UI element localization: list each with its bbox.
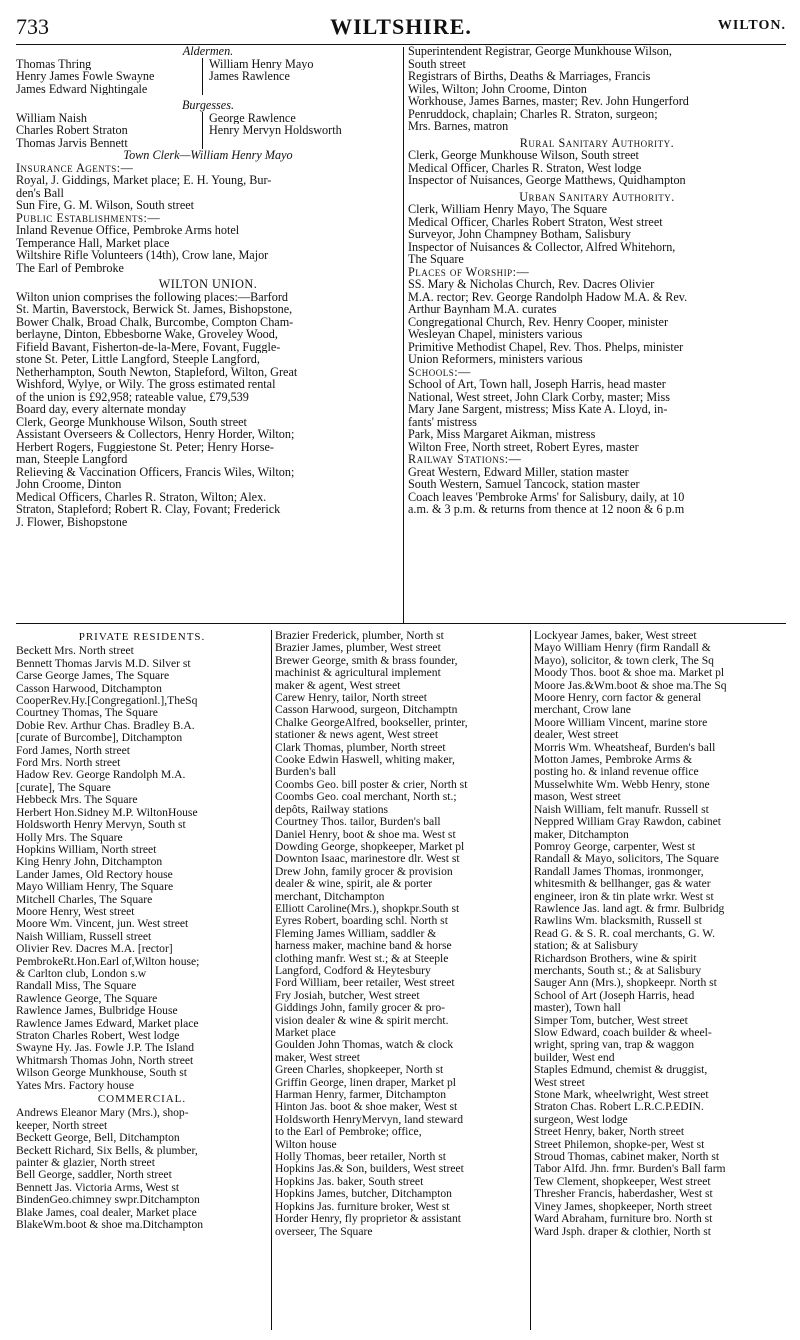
resident-entry: Yates Mrs. Factory house <box>16 1079 134 1092</box>
resident-entry: King Henry John, Ditchampton <box>16 856 163 869</box>
commercial-entry: Naish William, felt manufr. Russell st <box>534 803 709 816</box>
commercial-entry: Giddings John, family grocer & pro- <box>275 1002 446 1015</box>
resident-entry: Hebbeck Mrs. The Square <box>16 794 138 807</box>
commercial-entry: Musselwhite Wm. Webb Henry, stone <box>534 778 710 791</box>
commercial-entry: Daniel Henry, boot & shoe ma. West st <box>275 828 456 841</box>
public-entry: Wiltshire Rifle Volunteers (14th), Crow lane, Major <box>16 249 269 262</box>
resident-entry: Carse George James, The Square <box>16 670 170 683</box>
resident-entry: Casson Harwood, Ditchampton <box>16 682 162 695</box>
urban-entry: Surveyor, John Champney Botham, Salisbury <box>408 228 631 241</box>
burgess-row <box>16 112 400 125</box>
union-entry: Straton, Stapleford; Robert R. Clay, Fovant; Frederick <box>16 503 281 516</box>
resident-entry: & Carlton club, London s.w <box>16 967 147 980</box>
burgess-name: George Rawlence <box>202 112 296 125</box>
worship-entry: M.A. rector; Rev. George Randolph Hadow M.A. & Rev. <box>408 290 688 303</box>
resident-entry: Rawlence James Edward, Market place <box>16 1017 199 1030</box>
school-entry: Park, Miss Margaret Aikman, mistress <box>408 428 596 441</box>
directory-page <box>16 14 786 1330</box>
alderman-row <box>16 83 400 96</box>
commercial-entry: whitesmith & bellhanger, gas & water <box>534 878 711 891</box>
official-section <box>16 45 786 624</box>
county-title: WILTSHIRE. <box>330 14 472 39</box>
registrar-entry: Workhouse, James Barnes, master; Rev. John Hungerford <box>408 95 689 108</box>
worship-entry: Congregational Church, Rev. Henry Cooper, minister <box>408 315 669 328</box>
commercial-entry: Randall James Thomas, ironmonger, <box>534 865 704 878</box>
registrar-entry: Registrars of Births, Deaths & Marriages, Francis <box>408 70 651 83</box>
commercial-entry: master), Town hall <box>534 1002 621 1015</box>
commercial-entry: BindenGeo.chimney swpr.Ditchampton <box>16 1194 200 1207</box>
union-entry: Board day, every alternate monday <box>16 403 187 416</box>
commercial-entry: Beckett George, Bell, Ditchampton <box>16 1132 180 1145</box>
commercial-entry: mason, West street <box>534 791 621 804</box>
commercial-entry: machinist & agricultural implement <box>275 667 441 680</box>
aldermen-heading: Aldermen. <box>182 45 234 58</box>
commercial-entry: Dowding George, shopkeeper, Market pl <box>275 840 465 853</box>
union-entry: berlayne, Dinton, Ebbesborne Wake, Groveley Wood, <box>16 328 278 341</box>
burgess-name: William Naish <box>16 111 87 124</box>
officials-left-column <box>16 45 400 623</box>
commercial-entry: Moody Thos. boot & shoe ma. Market pl <box>534 667 725 680</box>
burgess-name: Charles Robert Straton <box>16 124 128 137</box>
registrar-entry: Superintendent Registrar, George Munkhouse Wilson, <box>408 45 672 58</box>
alderman-name: Thomas Thring <box>16 57 92 70</box>
worship-entry: Primitive Methodist Chapel, Rev. Thos. Phelps, minister <box>408 340 684 353</box>
resident-entry: Moore Wm. Vincent, jun. West street <box>16 918 189 931</box>
resident-entry: [curate], The Square <box>16 781 111 794</box>
commercial-entry: vision dealer & wine & spirit mercht. <box>275 1014 449 1027</box>
union-entry: of the union is £92,958; rateable value, £79,539 <box>16 390 249 403</box>
school-entry: Mary Jane Sargent, mistress; Miss Kate A. Lloyd, in- <box>408 403 668 416</box>
railway-entry: Coach leaves 'Pembroke Arms' for Salisbury, daily, at 10 <box>408 490 685 503</box>
commercial-entry: Chalke GeorgeAlfred, bookseller, printer, <box>275 716 468 729</box>
commercial-entry: Holdsworth HenryMervyn, land steward <box>275 1113 464 1126</box>
alderman-name: James Rawlence <box>202 70 290 83</box>
resident-entry: Hopkins William, North street <box>16 843 157 856</box>
commercial-entry: Drew John, family grocer & provision <box>275 865 453 878</box>
commercial-entry: Courtney Thos. tailor, Burden's ball <box>275 816 441 829</box>
commercial-entry: Elliott Caroline(Mrs.), shopkpr.South st <box>275 902 460 915</box>
alderman-name: William Henry Mayo <box>202 58 313 71</box>
union-entry: Wilton union comprises the following places:—Barford <box>16 290 288 303</box>
commercial-entry: Richardson Brothers, wine & spirit <box>534 952 697 965</box>
commercial-entry: Blake James, coal dealer, Market place <box>16 1206 197 1219</box>
registrar-entry: South street <box>408 57 466 70</box>
school-entry: National, West street, John Clark Corby, master; Miss <box>408 390 671 403</box>
commercial-entry: Street Henry, baker, North street <box>534 1126 685 1139</box>
urban-entry: The Square <box>408 253 464 266</box>
commercial-entry: Ward Abraham, furniture bro. North st <box>534 1213 713 1226</box>
resident-entry: Herbert Hon.Sidney M.P. WiltonHouse <box>16 806 198 819</box>
commercial-entry: West street <box>534 1076 585 1089</box>
resident-entry: Wilson George Munkhouse, South st <box>16 1067 187 1080</box>
officials-right-column <box>408 45 786 623</box>
commercial-entry: Street Philemon, shopke-per, West st <box>534 1138 705 1151</box>
commercial-entry: Rawlence Jas. land agt. & frmr. Bulbridg <box>534 902 725 915</box>
commercial-entry: Fleming James William, saddler & <box>275 927 437 940</box>
railway-entry: a.m. & 3 p.m. & returns from thence at 12 noon & 6 p.m <box>408 503 685 516</box>
commercial-entry: Mayo), solicitor, & town clerk, The Sq <box>534 654 714 667</box>
insurance-entry: den's Ball <box>16 186 64 199</box>
commercial-entry: Ford William, beer retailer, West street <box>275 977 455 990</box>
insurance-heading: Insurance Agents:— <box>16 161 134 174</box>
commercial-entry: Mayo William Henry (firm Randall & <box>534 642 711 655</box>
commercial-entry: Green Charles, shopkeeper, North st <box>275 1064 444 1077</box>
commercial-entry: Moore Jas.&Wm.boot & shoe ma.The Sq <box>534 679 727 692</box>
resident-entry: Dobie Rev. Arthur Chas. Bradley B.A. <box>16 719 195 732</box>
commercial-entry: builder, West end <box>534 1051 615 1064</box>
resident-entry: [curate of Burcombe], Ditchampton <box>16 732 183 745</box>
resident-entry: Randall Miss, The Square <box>16 980 137 993</box>
schools-heading: Schools:— <box>408 365 471 378</box>
worship-entry: SS. Mary & Nicholas Church, Rev. Dacres Olivier <box>408 278 655 291</box>
commercial-entry: Bell George, saddler, North street <box>16 1169 172 1182</box>
railway-entry: Great Western, Edward Miller, station master <box>408 465 629 478</box>
resident-entry: Beckett Mrs. North street <box>16 645 134 658</box>
resident-entry: Olivier Rev. Dacres M.A. [rector] <box>16 943 173 956</box>
resident-entry: Rawlence James, Bulbridge House <box>16 1005 178 1018</box>
commercial-entry: Andrews Eleanor Mary (Mrs.), shop- <box>16 1107 189 1120</box>
commercial-entry: posting ho. & inland revenue office <box>534 766 699 779</box>
insurance-entry: Sun Fire, G. M. Wilson, South street <box>16 199 195 212</box>
worship-entry: Arthur Baynham M.A. curates <box>408 303 557 316</box>
burgess-name: Thomas Jarvis Bennett <box>16 136 128 149</box>
union-entry: Bower Chalk, Broad Chalk, Burcombe, Compton Cham- <box>16 315 294 328</box>
union-entry: Herbert Rogers, Fuggiestone St. Peter; Henry Horse- <box>16 440 274 453</box>
commercial-entry: Tabor Alfd. Jhn. frmr. Burden's Ball farm <box>534 1163 726 1176</box>
commercial-entry: Thresher Francis, haberdasher, West st <box>534 1188 713 1201</box>
school-entry: Wilton Free, North street, Robert Eyres, master <box>408 440 639 453</box>
registrar-entry: Wiles, Wilton; John Croome, Dinton <box>408 82 587 95</box>
commercial-entry: Burden's ball <box>275 766 337 779</box>
commercial-entry: School of Art (Joseph Harris, head <box>534 989 695 1002</box>
union-entry: J. Flower, Bishopstone <box>16 515 128 528</box>
commercial-entry: Beckett Richard, Six Bells, & plumber, <box>16 1144 198 1157</box>
commercial-entry: to the Earl of Pembroke; office, <box>275 1126 422 1139</box>
urban-heading: Urban Sanitary Authority. <box>519 189 675 204</box>
commercial-entry: Harman Henry, farmer, Ditchampton <box>275 1089 447 1102</box>
resident-entry: Moore Henry, West street <box>16 905 135 918</box>
commercial-entry: Market place <box>275 1027 336 1039</box>
commercial-entry: Motton James, Pembroke Arms & <box>534 754 693 767</box>
commercial-entry: maker, West street <box>275 1051 360 1064</box>
commercial-entry: Lockyear James, baker, West street <box>534 630 697 642</box>
resident-entry: Mayo William Henry, The Square <box>16 881 174 894</box>
commercial-entry: Cooke Edwin Haswell, whiting maker, <box>275 754 455 767</box>
commercial-entry: maker, Ditchampton <box>534 828 629 841</box>
residents-section <box>16 630 786 1330</box>
insurance-entry: Royal, J. Giddings, Market place; E. H. Young, Bur- <box>16 174 272 187</box>
commercial-entry: Ward Jsph. draper & clothier, North st <box>534 1225 711 1238</box>
commercial-entry: Simper Tom, butcher, West street <box>534 1014 688 1027</box>
commercial-entry: keeper, North street <box>16 1119 108 1132</box>
commercial-entry: Wilton house <box>275 1138 337 1151</box>
commercial-entry: Coombs Geo. coal merchant, North st.; <box>275 791 457 804</box>
resident-entry: Ford Mrs. North street <box>16 757 121 770</box>
commercial-entry: station; & at Salisbury <box>534 940 639 953</box>
commercial-entry: Pomroy George, carpenter, West st <box>534 840 696 853</box>
commercial-entry: Griffin George, linen draper, Market pl <box>275 1076 457 1089</box>
urban-entry: Medical Officer, Charles Robert Straton, West street <box>408 215 663 228</box>
worship-entry: Wesleyan Chapel, ministers various <box>408 328 583 341</box>
resident-entry: Swayne Hy. Jas. Fowle J.P. The Island <box>16 1042 195 1055</box>
commercial-entry: Langford, Codford & Heytesbury <box>275 964 431 977</box>
union-entry: stone St. Peter, Little Langford, Steeple Langford, <box>16 353 260 366</box>
commercial-entry: depôts, Railway stations <box>275 803 389 816</box>
urban-entry: Inspector of Nuisances & Collector, Alfred Whitehorn, <box>408 240 676 253</box>
resident-entry: PembrokeRt.Hon.Earl of,Wilton house; <box>16 955 200 968</box>
commercial-entry: surgeon, West lodge <box>534 1113 628 1126</box>
residents-column-1 <box>16 630 268 1330</box>
commercial-entry: Hopkins Jas.& Son, builders, West street <box>275 1163 464 1176</box>
resident-entry: Rawlence George, The Square <box>16 992 158 1005</box>
commercial-entry: BlakeWm.boot & shoe ma.Ditchampton <box>16 1219 204 1232</box>
resident-entry: Ford James, North street <box>16 744 130 757</box>
resident-entry: Naish William, Russell street <box>16 930 152 943</box>
school-entry: fants' mistress <box>408 415 477 428</box>
resident-entry: Lander James, Old Rectory house <box>16 868 173 881</box>
commercial-entry: Brewer George, smith & brass founder, <box>275 654 458 667</box>
commercial-entry: Fry Josiah, butcher, West street <box>275 989 420 1002</box>
commercial-entry: Hinton Jas. boot & shoe maker, West st <box>275 1101 458 1114</box>
registrar-entry: Mrs. Barnes, matron <box>408 120 509 133</box>
page-header <box>16 14 786 45</box>
commercial-entry: Stone Mark, wheelwright, West street <box>534 1089 709 1102</box>
commercial-entry: Bennett Jas. Victoria Arms, West st <box>16 1181 180 1194</box>
town-clerk: Town Clerk—William Henry Mayo <box>123 148 293 162</box>
railway-heading: Railway Stations:— <box>408 453 522 466</box>
column-divider <box>271 630 272 1330</box>
resident-entry: CooperRev.Hy.[Congregationl.],TheSq <box>16 695 198 708</box>
private-residents-heading: PRIVATE RESIDENTS. <box>78 631 206 643</box>
union-entry: Clerk, George Munkhouse Wilson, South street <box>16 415 247 428</box>
public-entry: Temperance Hall, Market place <box>16 236 170 249</box>
union-entry: Wishford, Wylye, or Wily. The gross estimated rental <box>16 378 276 391</box>
school-entry: School of Art, Town hall, Joseph Harris, head master <box>408 378 666 391</box>
commercial-entry: Hopkins Jas. baker, South street <box>275 1175 424 1188</box>
alderman-name: Henry James Fowle Swayne <box>16 70 155 83</box>
commercial-entry: merchant, Crow lane <box>534 704 631 717</box>
commercial-entry: Randall & Mayo, solicitors, The Square <box>534 853 719 866</box>
rural-entry: Medical Officer, Charles R. Straton, West lodge <box>408 161 642 174</box>
resident-entry: Hadow Rev. George Randolph M.A. <box>16 769 186 782</box>
commercial-entry: Read G. & S. R. coal merchants, G. W. <box>534 927 715 940</box>
union-entry: man, Steeple Langford <box>16 453 128 466</box>
commercial-entry: Morris Wm. Wheatsheaf, Burden's ball <box>534 741 716 754</box>
commercial-entry: Brazier James, plumber, West street <box>275 642 441 655</box>
residents-column-3 <box>534 630 786 1330</box>
railway-entry: South Western, Samuel Tancock, station master <box>408 478 640 491</box>
burgess-name: Henry Mervyn Holdsworth <box>202 124 342 137</box>
commercial-entry: Hopkins James, butcher, Ditchampton <box>275 1188 452 1201</box>
commercial-entry: wright, spring van, trap & waggon <box>534 1039 695 1052</box>
rural-heading: Rural Sanitary Authority. <box>519 135 675 150</box>
commercial-entry: Moore William Vincent, marine store <box>534 716 708 729</box>
alderman-row <box>16 58 400 71</box>
commercial-entry: Downton Isaac, marinestore dlr. West st <box>275 853 460 866</box>
worship-entry: Union Reformers, ministers various <box>408 353 583 366</box>
commercial-entry: Brazier Frederick, plumber, North st <box>275 630 444 642</box>
page-number: 733 <box>16 14 49 39</box>
commercial-entry: Horder Henry, fly proprietor & assistant <box>275 1213 461 1226</box>
commercial-entry: dealer, West street <box>534 729 619 742</box>
commercial-entry: merchants, South st.; & at Salisbury <box>534 964 702 977</box>
union-heading: WILTON UNION. <box>158 277 258 291</box>
union-entry: Relieving & Vaccination Officers, Francis Wiles, Wilton; <box>16 465 295 478</box>
rural-entry: Inspector of Nuisances, George Matthews, Quidhampton <box>408 174 686 187</box>
worship-heading: Places of Worship:— <box>408 265 530 278</box>
commercial-entry: Clark Thomas, plumber, North street <box>275 741 446 754</box>
public-entry: The Earl of Pembroke <box>16 261 124 274</box>
commercial-entry: Casson Harwood, surgeon, Ditchamptn <box>275 704 458 717</box>
commercial-entry: Viney James, shopkeeper, North street <box>534 1200 712 1213</box>
commercial-entry: merchant, Ditchampton <box>275 890 385 903</box>
column-divider <box>530 630 531 1330</box>
union-entry: St. Martin, Baverstock, Berwick St. James, Bishopstone, <box>16 303 293 316</box>
commercial-entry: Slow Edward, coach builder & wheel- <box>534 1027 712 1039</box>
commercial-entry: Carew Henry, tailor, North street <box>275 692 428 705</box>
resident-entry: Bennett Thomas Jarvis M.D. Silver st <box>16 657 191 670</box>
union-entry: Assistant Overseers & Collectors, Henry Horder, Wilton; <box>16 428 295 441</box>
commercial-entry: stationer & news agent, West street <box>275 729 439 742</box>
union-entry: Medical Officers, Charles R. Straton, Wilton; Alex. <box>16 490 267 503</box>
commercial-entry: Stroud Thomas, cabinet maker, North st <box>534 1151 720 1164</box>
alderman-name <box>202 83 209 96</box>
commercial-entry: Sauger Ann (Mrs.), shopkeepr. North st <box>534 977 717 990</box>
commercial-entry: Straton Chas. Robert L.R.C.P.EDIN. <box>534 1101 704 1114</box>
commercial-entry: maker & agent, West street <box>275 679 401 692</box>
registrar-entry: Penruddock, chaplain; Charles R. Straton, surgeon; <box>408 107 658 120</box>
resident-entry: Mitchell Charles, The Square <box>16 893 153 906</box>
commercial-entry: Neppred William Gray Rawdon, cabinet <box>534 816 722 829</box>
resident-entry: Straton Charles Robert, West lodge <box>16 1030 180 1042</box>
commercial-entry: Rawlins Wm. blacksmith, Russell st <box>534 915 702 928</box>
burgesses-heading: Burgesses. <box>181 98 235 112</box>
resident-entry: Whitmarsh Thomas John, North street <box>16 1054 194 1067</box>
commercial-entry: Staples Edmund, chemist & druggist, <box>534 1064 708 1077</box>
rural-entry: Clerk, George Munkhouse Wilson, South street <box>408 149 639 162</box>
residents-column-2 <box>275 630 527 1330</box>
resident-entry: Holdsworth Henry Mervyn, South st <box>16 819 186 832</box>
burgess-row <box>16 124 400 137</box>
union-entry: John Croome, Dinton <box>16 478 122 491</box>
place-title: WILTON. <box>717 18 786 33</box>
resident-entry: Holly Mrs. The Square <box>16 831 123 844</box>
alderman-row <box>16 70 400 83</box>
commercial-heading: COMMERCIAL. <box>97 1093 187 1106</box>
commercial-entry: clothing manfr. West st.; & at Steeple <box>275 952 449 965</box>
urban-entry: Clerk, William Henry Mayo, The Square <box>408 203 608 216</box>
commercial-entry: Eyres Robert, boarding schl. North st <box>275 915 448 928</box>
union-entry: Netherhampton, South Newton, Stapleford, Wilton, Great <box>16 365 298 378</box>
commercial-entry: Moore Henry, corn factor & general <box>534 692 702 705</box>
commercial-entry: Tew Clement, shopkeeper, West street <box>534 1175 711 1188</box>
public-entry: Inland Revenue Office, Pembroke Arms hotel <box>16 224 240 237</box>
alderman-name: James Edward Nightingale <box>16 82 148 95</box>
union-entry: Fifield Bavant, Fisherton-de-la-Mere, Fovant, Fuggle- <box>16 340 281 353</box>
commercial-entry: Goulden John Thomas, watch & clock <box>275 1039 454 1052</box>
public-heading: Public Establishments:— <box>16 211 161 224</box>
commercial-entry: Coombs Geo. bill poster & crier, North st <box>275 778 468 791</box>
column-divider <box>403 47 404 623</box>
commercial-entry: engineer, iron & tin plate wrkr. West st <box>534 890 714 903</box>
commercial-entry: harness maker, machine band & horse <box>275 940 452 953</box>
commercial-entry: overseer, The Square <box>275 1225 373 1238</box>
commercial-entry: Hopkins Jas. furniture broker, West st <box>275 1200 450 1213</box>
commercial-entry: painter & glazier, North street <box>16 1157 155 1170</box>
commercial-entry: Holly Thomas, beer retailer, North st <box>275 1151 446 1164</box>
resident-entry: Courtney Thomas, The Square <box>16 707 158 720</box>
commercial-entry: dealer & wine, spirit, ale & porter <box>275 878 433 891</box>
